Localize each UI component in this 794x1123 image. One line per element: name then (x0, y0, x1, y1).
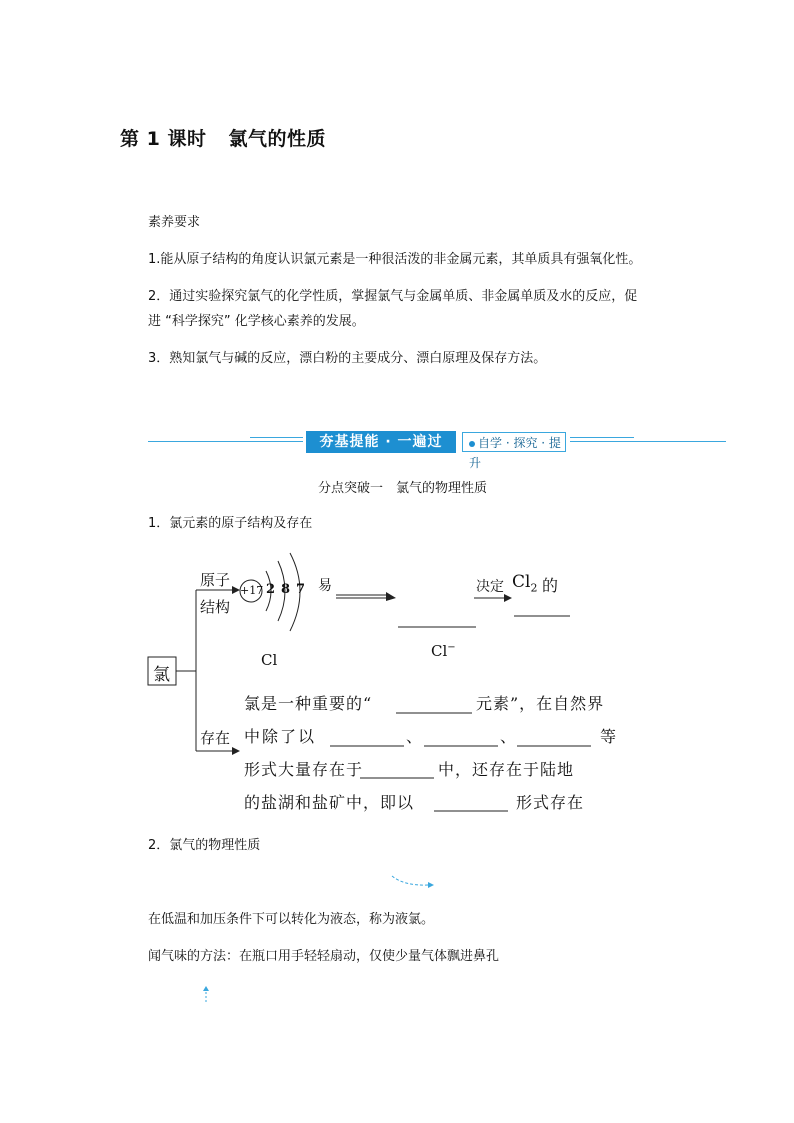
requirement-item-2-line-1: 2．通过实验探究氯气的化学性质，掌握氯气与金属单质、非金属单质及水的反应，促 (148, 289, 638, 304)
banner-sub-label: 自学 · 探究 · 提升 (469, 436, 561, 470)
cl-ion-symbol: Cl (431, 642, 448, 660)
point-1-heading: 1．氯元素的原子结构及存在 (148, 516, 313, 531)
requirement-item-1: 1.能从原子结构的角度认识氯元素是一种很活泼的非金属元素，其单质具有强氧化性。 (148, 252, 642, 267)
decide-label: 决定 (476, 579, 504, 595)
page-title (120, 124, 326, 151)
chlorine-gas-formula (512, 572, 537, 594)
dashed-arrow-decoration (388, 872, 438, 892)
easy-arrow-head (386, 592, 396, 601)
banner-line-left (148, 441, 303, 442)
up-arrow-head (203, 986, 209, 991)
existence-line-4b: 形式存在 (516, 793, 585, 812)
up-arrow-decoration (200, 984, 212, 1004)
bullet-dot-icon (469, 441, 475, 447)
branch-structure-label-2: 结构 (200, 598, 231, 616)
banner-line-right (570, 441, 726, 442)
cl2-symbol: Cl (512, 572, 531, 592)
existence-line-4a: 的盐湖和盐矿中，即以 (244, 793, 415, 812)
shell-3-electrons: 7 (296, 582, 306, 597)
existence-line-2d: 等 (600, 727, 617, 746)
existence-line-3b: 中，还存在于陆地 (438, 760, 575, 779)
existence-line-1b: 元素”，在自然界 (476, 694, 605, 713)
banner-sub (462, 432, 566, 470)
shell-1-electrons: 2 (266, 582, 276, 597)
existence-line-1a: 氯是一种重要的“ (244, 694, 373, 713)
existence-line-2a: 中除了以 (244, 727, 317, 746)
chlorine-atom-label: Cl (261, 651, 278, 669)
branch-structure-label-1: 原子 (200, 571, 231, 589)
easy-label: 易 (318, 578, 332, 594)
lesson-number: 第 1 课时 (120, 128, 207, 150)
banner-line-left-accent (250, 437, 303, 438)
cl-ion-charge: − (447, 642, 456, 653)
branch-existence-label: 存在 (200, 729, 231, 747)
existence-line-2c: 、 (500, 727, 517, 746)
chloride-ion-label (431, 642, 456, 660)
decide-arrow-head (504, 594, 512, 602)
root-label: 氯 (153, 665, 170, 685)
cl2-subscript: 2 (530, 581, 538, 595)
point-2-text-2: 闻气味的方法：在瓶口用手轻轻扇动，仅使少量气体飘进鼻孔 (148, 949, 500, 964)
requirements-heading: 素养要求 (148, 215, 201, 230)
banner-line-right-accent (570, 437, 634, 438)
requirement-item-2-line-2: 进 “科学探究” 化学核心素养的发展。 (148, 314, 365, 329)
arrow-head-existence (232, 747, 240, 755)
point-2-text-1: 在低温和加压条件下可以转化为液态，称为液氯。 (148, 912, 435, 927)
lesson-name: 氯气的性质 (228, 128, 326, 150)
existence-line-3a: 形式大量存在于 (244, 760, 364, 779)
dashed-arrow-head (428, 882, 434, 888)
point-2-heading: 2．氯气的物理性质 (148, 838, 261, 853)
chlorine-concept-diagram (140, 545, 660, 820)
shell-2-electrons: 8 (281, 582, 291, 597)
nucleus-charge: +17 (240, 584, 264, 597)
section-title: 分点突破一 氯气的物理性质 (318, 481, 488, 496)
existence-line-2b: 、 (406, 727, 423, 746)
requirement-item-3: 3．熟知氯气与碱的反应，漂白粉的主要成分、漂白原理及保存方法。 (148, 351, 547, 366)
banner-main: 夯基提能 · 一遍过 (306, 431, 456, 453)
de-label: 的 (542, 576, 559, 595)
dashed-arc (392, 876, 428, 885)
arrow-head-structure (232, 586, 240, 594)
